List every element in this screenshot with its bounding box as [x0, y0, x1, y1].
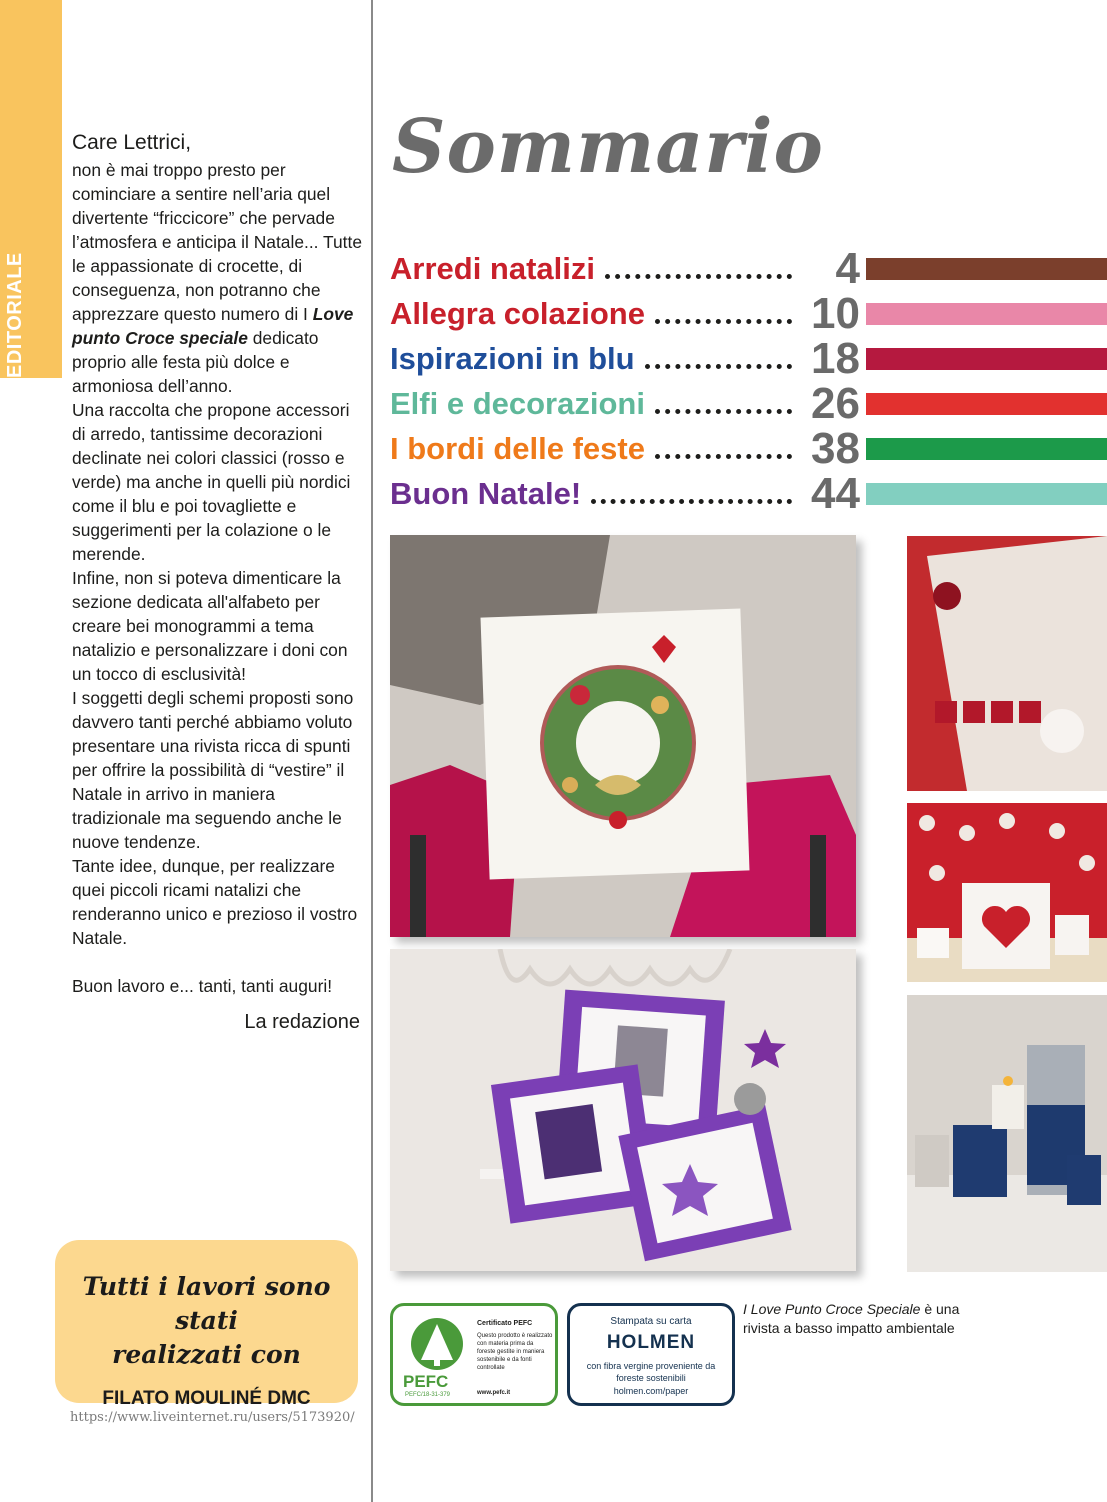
toc-label: Ispirazioni in blu — [390, 340, 635, 376]
greeting: Care Lettrici, — [72, 131, 192, 154]
dmc-info-box — [55, 1240, 358, 1409]
toc-color-bar — [866, 303, 1107, 325]
column-divider — [371, 0, 373, 1502]
toc-leader — [655, 319, 792, 324]
caption-magazine: I Love Punto Croce Speciale — [743, 1301, 921, 1317]
toc-color-bar — [866, 258, 1107, 280]
toc-page: 38 — [811, 423, 860, 473]
toc-page: 4 — [835, 243, 860, 293]
cushion-wreath-photo — [390, 535, 856, 937]
eco-caption: I Love Punto Croce Speciale è una rivista a basso impatto ambientale — [743, 1301, 960, 1336]
toc-label: Arredi natalizi — [390, 250, 595, 286]
pefc-body: Questo prodotto è realizzato con materia prima da foreste gestite in maniera sostenibile e da fonti controllate — [477, 1333, 553, 1371]
toc-page: 44 — [811, 468, 860, 518]
holmen-website[interactable]: holmen.com/paper — [613, 1386, 689, 1396]
holmen-paper-badge — [567, 1303, 735, 1406]
toc-label: Elfi e decorazioni — [390, 385, 645, 421]
editorial-signature: La redazione — [244, 1011, 360, 1033]
source-url[interactable]: https://www.liveinternet.ru/users/5173920/ — [70, 1410, 355, 1425]
toc-page: 10 — [811, 288, 860, 338]
dmc-line-1: Tutti i lavori sono stati — [82, 1272, 331, 1335]
toc-leader — [655, 409, 792, 414]
pefc-name: PEFC — [403, 1372, 449, 1391]
toc-color-bar — [866, 483, 1107, 505]
editorial-paragraph-4: I soggetti degli schemi proposti sono davvero tanti perché abbiamo voluto presentare una rivista ricca di spunti per offrire la possibilità di “vestire” il Natale in arrivo in maniera tradizionale ma seguendo anche le nuove tendenze. — [72, 688, 354, 852]
toc-entry-elfi[interactable] — [390, 378, 1107, 428]
dmc-line-2: realizzati con — [112, 1340, 301, 1369]
pefc-tree-logo — [407, 1316, 467, 1372]
noel-table-photo — [907, 536, 1107, 791]
toc-label: I bordi delle feste — [390, 430, 645, 466]
heart-cards-photo — [907, 803, 1107, 982]
toc-leader — [591, 499, 792, 504]
toc-color-bar — [866, 393, 1107, 415]
editorial-paragraph-1: non è mai troppo presto per cominciare a sentire nell’aria quel divertente “friccicore” che pervade l’atmosfera e anticipa il Natale... Tutte le appassionate di crocette, di conseguenza, non potranno che apprezzare questo numero di I Love punto Croce speciale dedicato proprio alle festa più dolce e armoniosa dell’anno. — [72, 160, 362, 396]
toc-leader — [655, 454, 792, 459]
pefc-website[interactable]: www.pefc.it — [477, 1390, 511, 1396]
toc-entry-blu[interactable] — [390, 333, 1107, 383]
toc-leader — [645, 364, 792, 369]
holmen-top: Stampata su carta — [610, 1316, 692, 1327]
table-of-contents — [390, 243, 1107, 518]
alphabet-cards-photo — [390, 949, 856, 1271]
page-title: Sommario — [392, 104, 824, 190]
toc-leader — [605, 274, 792, 279]
editorial-paragraph-5: Tante idee, dunque, per realizzare quei piccoli ricami natalizi che renderanno unico e prezioso il vostro Natale. — [72, 856, 358, 948]
toc-entry-arredi[interactable] — [390, 243, 1107, 293]
toc-label: Allegra colazione — [390, 295, 645, 331]
dmc-yarn: FILATO MOULINÉ DMC — [102, 1388, 311, 1409]
toc-page: 18 — [811, 333, 860, 383]
pefc-title: Certificato PEFC — [477, 1320, 533, 1327]
pefc-certification-badge — [390, 1303, 558, 1406]
toc-page: 26 — [811, 378, 860, 428]
holmen-brand: HOLMEN — [606, 1332, 696, 1353]
toc-entry-bordi[interactable] — [390, 423, 1107, 473]
editorial-paragraph-3: Infine, non si poteva dimenticare la sezione dedicata all'alfabeto per creare bei monogrammi a tema natalizio e personalizzare i doni con un tocco di esclusività! — [72, 568, 348, 684]
editorial-closing: Buon lavoro e... tanti, tanti auguri! — [72, 976, 333, 996]
toc-entry-colazione[interactable] — [390, 288, 1107, 338]
toc-color-bar — [866, 348, 1107, 370]
blue-candles-photo — [907, 995, 1107, 1272]
toc-entry-natale[interactable] — [390, 468, 1107, 518]
magazine-name: Love punto Croce speciale — [72, 304, 354, 348]
editorial-paragraph-2: Una raccolta che propone accessori di arredo, tantissime decorazioni declinate nei colori classici (rosso e verde) ma anche in quelli più nordici come il blu e poi tovagliette e suggerimenti per la colazione o le merende. — [72, 400, 351, 564]
toc-color-bar — [866, 438, 1107, 460]
pefc-code: PEFC/18-31-379 — [405, 1392, 451, 1398]
toc-label: Buon Natale! — [390, 475, 582, 511]
holmen-desc: con fibra vergine proveniente da foreste sostenibili — [586, 1361, 716, 1383]
editorial-text — [72, 130, 364, 1034]
editoriale-label: EDITORIALE — [4, 252, 26, 378]
